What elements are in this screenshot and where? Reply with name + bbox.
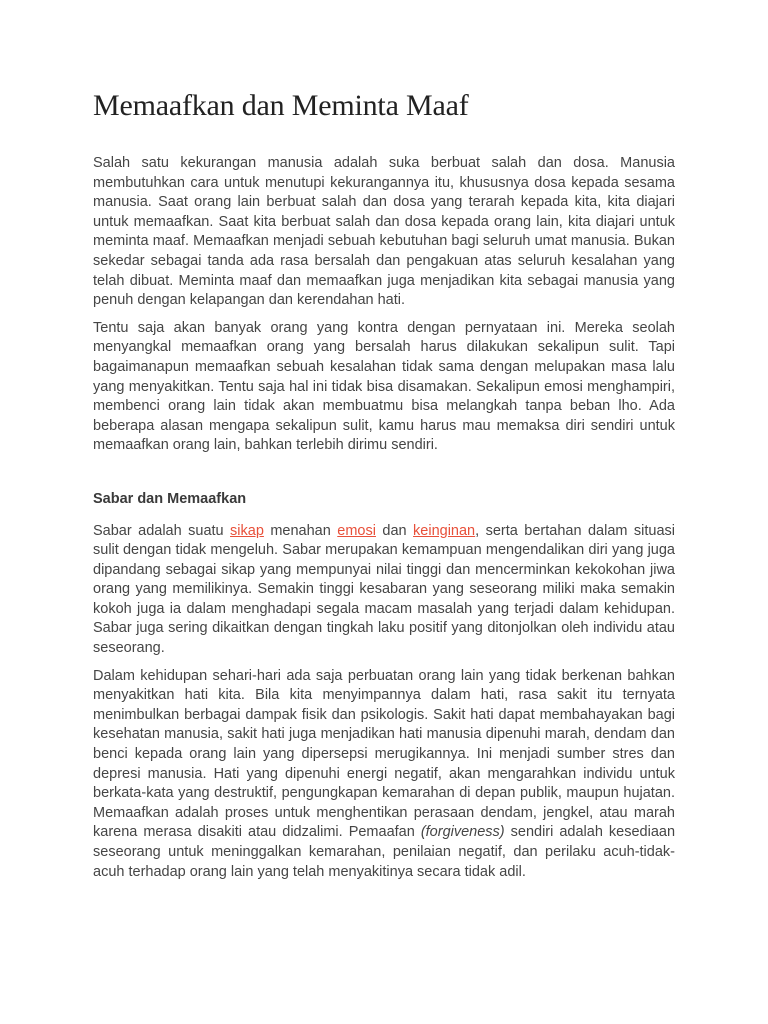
section-paragraph-2 <box>93 667 675 883</box>
intro-paragraph-1: Salah satu kekurangan manusia adalah suka berbuat salah dan dosa. Manusia membutuhkan cara untuk menutupi kekurangannya itu, khususnya dosa kepada sesama manusia. Saat orang lain berbuat salah dan dosa yang terarah kepada kita, kita diajari untuk memaafkan. Saat kita berbuat salah dan dosa kepada orang lain, kita diajari untuk meminta maaf. Memaafkan menjadi sebuah kebutuhan bagi seluruh umat manusia. Bukan sekedar sebagai tanda ada rasa bersalah dan pengakuan atas seluruh kesalahan yang telah dibuat. Meminta maaf dan memaafkan juga menjadikan kita sebagai manusia yang penuh dengan kelapangan dan kerendahan hati. <box>93 155 675 309</box>
link-emosi[interactable]: emosi <box>337 522 376 539</box>
paragraph-text: Dalam kehidupan sehari-hari ada saja perbuatan orang lain yang tidak berkenan bahkan menyakitkan hati kita. Bila kita menyimpannya dalam hati, rasa sakit itu ternyata menimbulkan berbagai dampak fisik dan psikologis. Sakit hati dapat membahayakan bagi kesehatan manusia, sakit hati juga menjadikan hati manusia dipenuhi marah, dendam dan benci kepada orang lain yang dipersepsi merugikannya. Ini menjadi sumber stres dan depresi manusia. Hati yang dipenuhi energi negatif, akan mengarahkan individu untuk berkata-kata yang destruktif, pengungkapan kemarahan di depan publik, maupun hujatan. Memaafkan adalah proses untuk menghentikan perasaan dendam, jengkel, atau marah karena merasa disakiti atau didzalimi. Pemaafan <box>93 667 675 841</box>
intro-paragraph-2: Tentu saja akan banyak orang yang kontra dengan pernyataan ini. Mereka seolah menyangkal memaafkan orang yang bersalah harus dilakukan sekalipun sulit. Tapi bagaimanapun memaafkan sebuah kesalahan tidak sama dengan melupakan masa lalu yang menyakitkan. Tentu saja hal ini tidak bisa disamakan. Sekalipun emosi menghampiri, membenci orang lain tidak akan membuatmu bisa melangkah tanpa beban lho. Ada beberapa alasan mengapa sekalipun sulit, kamu harus mau memaksa diri sendiri untuk memaafkan orang lain, bahkan terlebih dirimu sendiri. <box>93 319 675 454</box>
paragraph-text: , serta bertahan dalam situasi sulit dengan tidak mengeluh. Sabar merupakan kemampuan mengendalikan diri yang juga dipandang sebagai sikap yang mempunyai nilai tinggi dan mencerminkan kekokohan jiwa orang yang memilikinya. Semakin tinggi kesabaran yang seseorang miliki maka semakin kokoh juga ia dalam menghadapi segala macam masalah yang terjadi dalam kehidupan. Sabar juga sering dikaitkan dengan tingkah laku positif yang ditonjolkan oleh individu atau seseorang. <box>93 522 676 657</box>
italic-term: (forgiveness) <box>420 824 505 841</box>
paragraph-text: Sabar adalah suatu <box>93 522 231 539</box>
link-sikap[interactable]: sikap <box>230 522 264 539</box>
paragraph-text: dan <box>375 522 414 539</box>
document-title: Memaafkan dan Meminta Maaf <box>93 89 469 122</box>
link-keinginan[interactable]: keinginan <box>413 522 476 539</box>
paragraph-text: sendiri adalah kesediaan seseorang untuk meninggalkan kemarahan, penilaian negatif, dan perilaku acuh-tidak-acuh terhadap orang lain yang telah menyakitinya secara tidak adil. <box>93 824 676 880</box>
document-page <box>93 88 675 890</box>
section-paragraph-1 <box>93 522 675 659</box>
paragraph-text: menahan <box>263 522 338 539</box>
section-heading: Sabar dan Memaafkan <box>93 490 247 507</box>
